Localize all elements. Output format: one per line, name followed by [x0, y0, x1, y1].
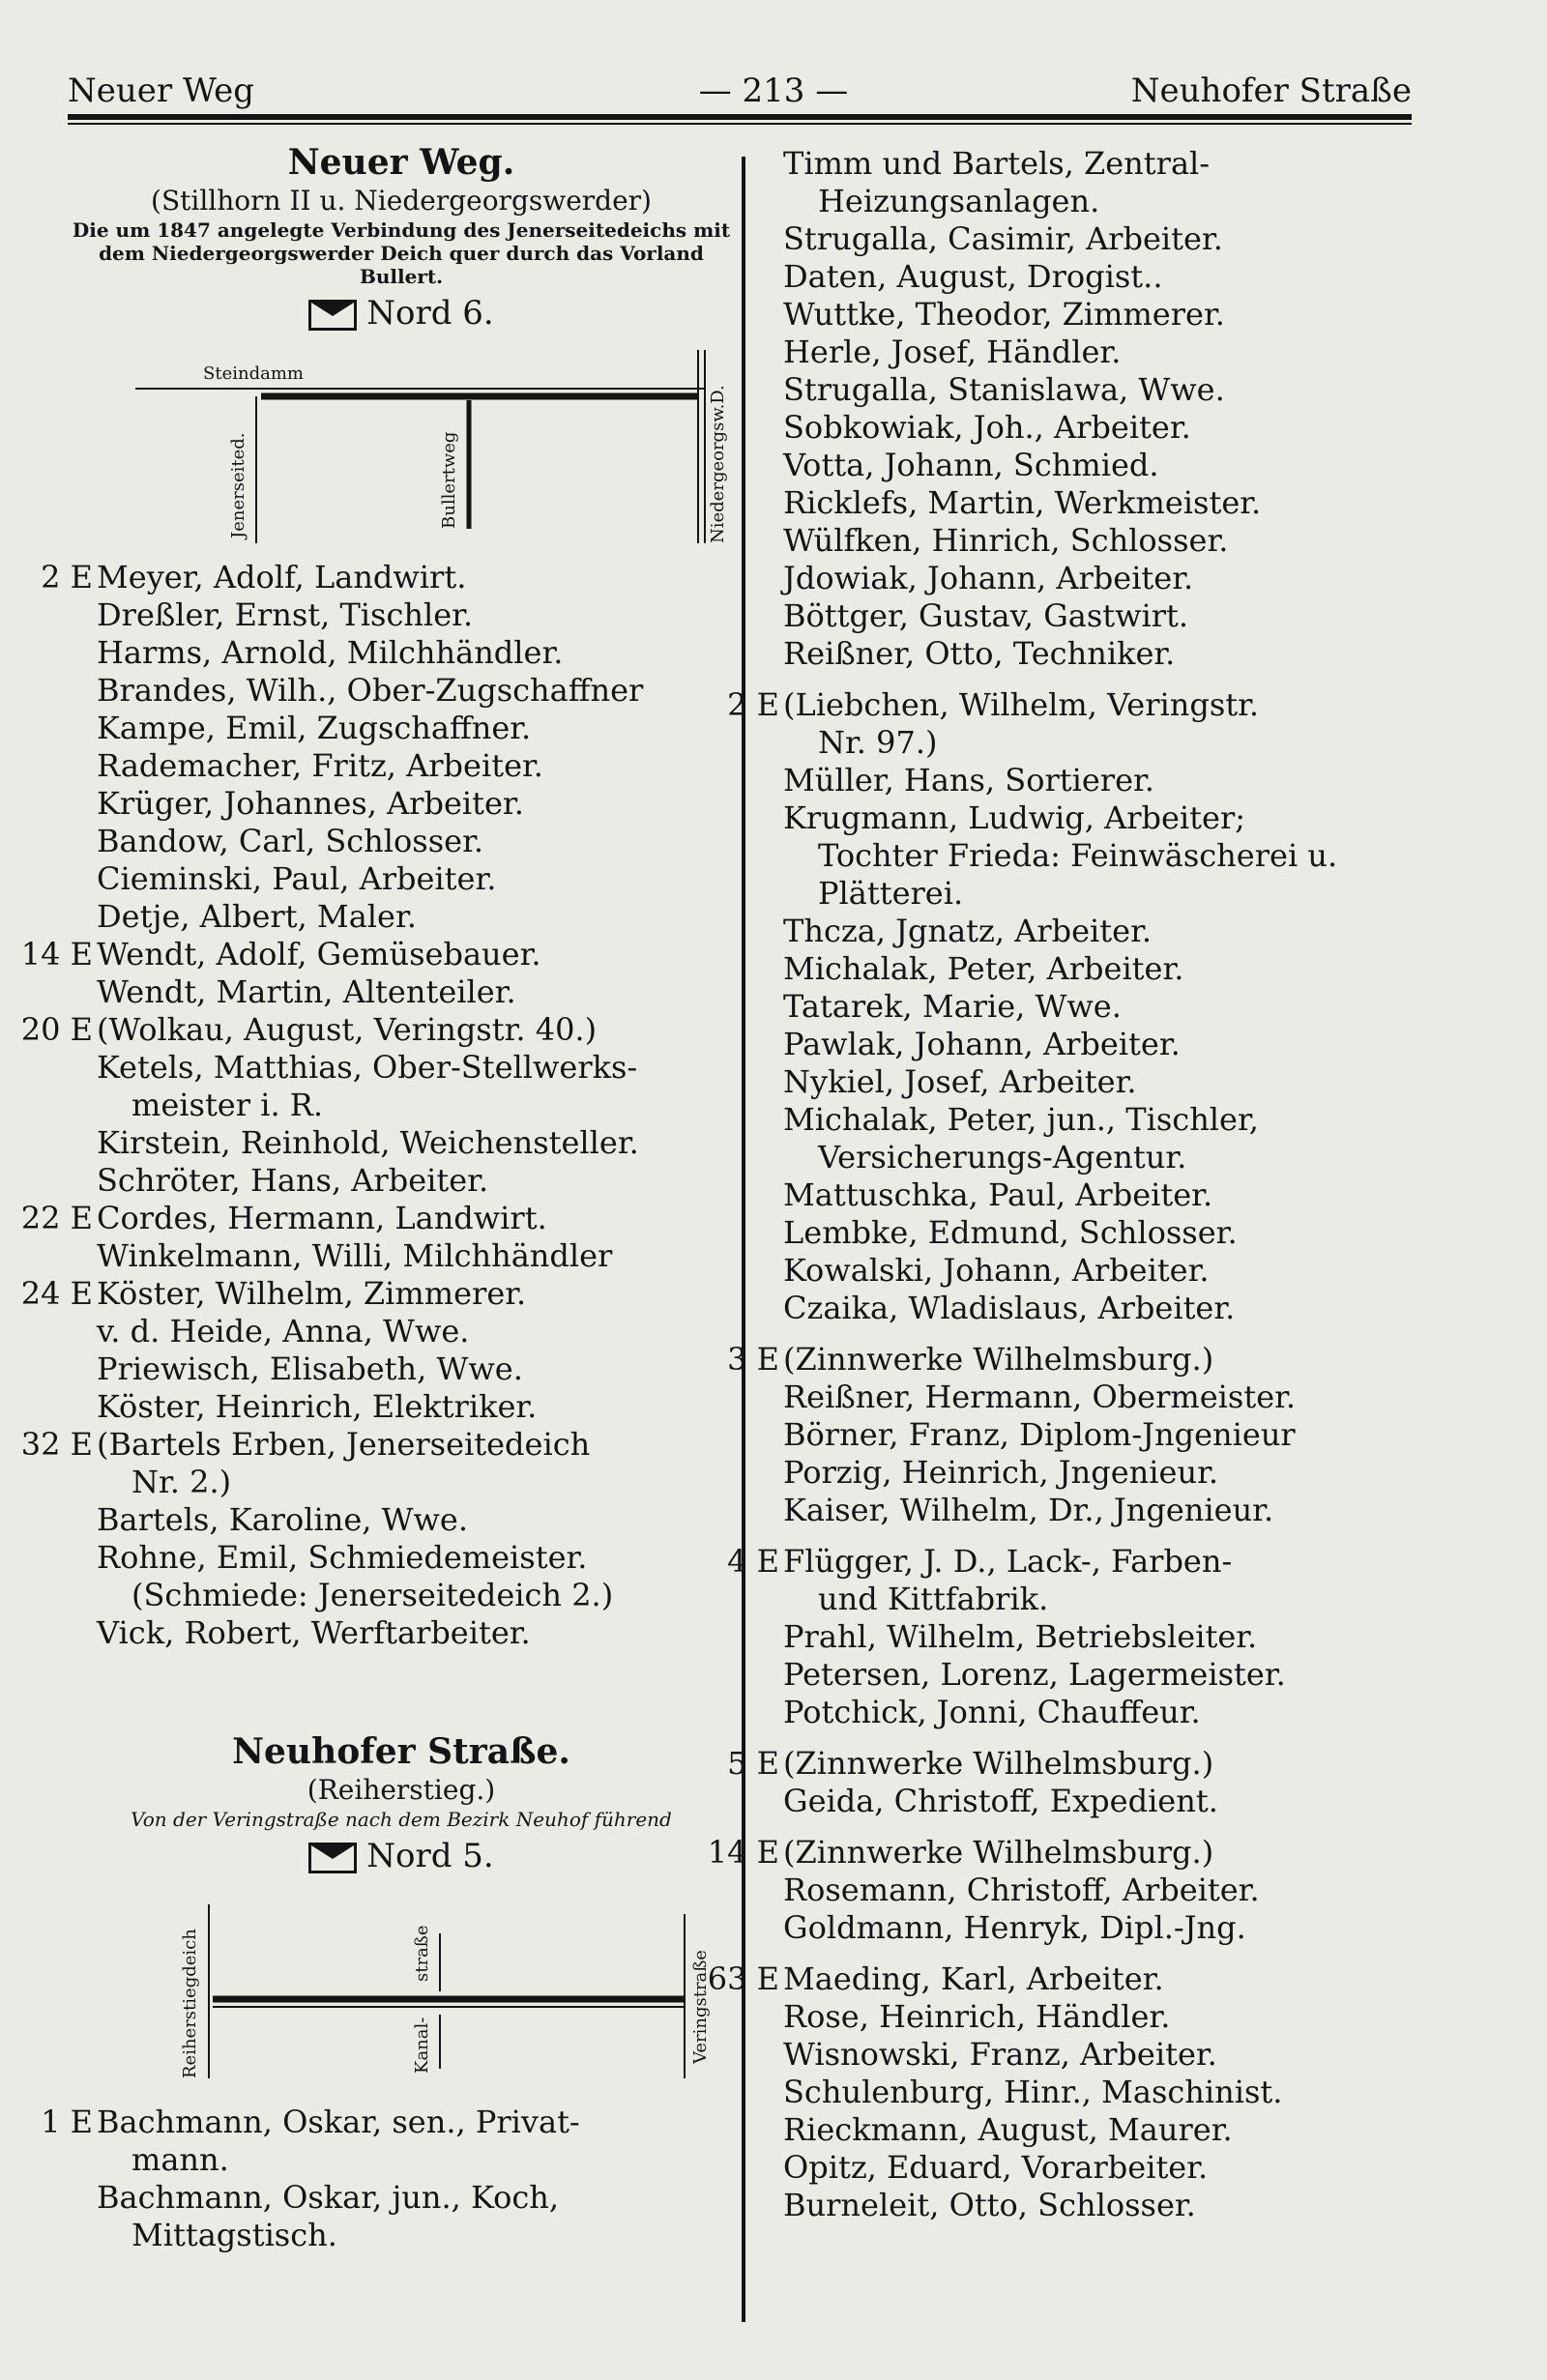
entry-line: Wuttke, Theodor, Zimmerer.	[783, 296, 1225, 333]
entry-line: Köster, Heinrich, Elektriker.	[97, 1388, 538, 1425]
house-number: 5 E	[727, 1745, 779, 1782]
directory-entry	[754, 1416, 1450, 1454]
house-number: 2 E	[41, 559, 93, 595]
entry-gap	[754, 1820, 1450, 1834]
entry-line: Rademacher, Fritz, Arbeiter.	[97, 747, 543, 784]
directory-entry	[754, 371, 1450, 409]
directory-entry	[754, 1909, 1450, 1947]
directory-entry	[754, 220, 1450, 258]
entry-line: Thcza, Jgnatz, Arbeiter.	[783, 913, 1153, 949]
directory-entry	[41, 559, 735, 596]
directory-entry	[41, 2104, 735, 2179]
entry-line: Rieckmann, August, Maurer.	[783, 2111, 1233, 2148]
entry-gap	[754, 1731, 1450, 1745]
house-number: 24 E	[20, 1275, 93, 1312]
entry-line: Krugmann, Ludwig, Arbeiter;	[783, 799, 1246, 836]
entry-line: Geida, Christoff, Expedient.	[783, 1783, 1218, 1819]
page-header	[0, 0, 1547, 126]
entry-line: (Zinnwerke Wilhelmsburg.)	[783, 1745, 1214, 1782]
left-entries	[20, 559, 735, 1652]
entry-line: Czaika, Wladislaus, Arbeiter.	[783, 1290, 1236, 1326]
entry-line: Vick, Robert, Werftarbeiter.	[97, 1614, 531, 1651]
entry-continuation: Heizungsanlagen.	[818, 183, 1100, 219]
directory-entry	[754, 988, 1450, 1026]
directory-entry	[754, 1026, 1450, 1063]
section2-subtitle: (Reiherstieg.)	[306, 1774, 496, 1806]
left-entries-2	[41, 2104, 735, 2254]
directory-entry	[20, 1200, 735, 1237]
entry-line: Michalak, Peter, Arbeiter.	[783, 950, 1184, 987]
entry-line: Kampe, Emil, Zugschaffner.	[97, 710, 532, 746]
directory-entry	[68, 1124, 735, 1162]
entry-line: Michalak, Peter, jun., Tischler,	[783, 1101, 1259, 1138]
directory-entry	[754, 635, 1450, 673]
entry-line: Sobkowiak, Joh., Arbeiter.	[783, 409, 1191, 446]
entry-line: Ricklefs, Martin, Werkmeister.	[783, 484, 1262, 521]
entry-line: Meyer, Adolf, Landwirt.	[97, 559, 467, 595]
map2-label-v3: Veringstraße	[690, 1950, 711, 2064]
directory-entry	[68, 785, 735, 823]
entry-line: Kowalski, Johann, Arbeiter.	[783, 1252, 1210, 1289]
entry-line: Opitz, Eduard, Vorarbeiter.	[783, 2149, 1209, 2186]
directory-entry	[20, 1426, 735, 1501]
house-number: 2 E	[727, 686, 779, 723]
entry-line: Rose, Heinrich, Händler.	[783, 1998, 1171, 2035]
entry-line: Mattuschka, Paul, Arbeiter.	[783, 1176, 1213, 1213]
map-label-v1: Jenerseited.	[228, 432, 248, 538]
entry-line: Ketels, Matthias, Ober-Stellwerks-	[97, 1049, 638, 1086]
directory-entry	[68, 1388, 735, 1426]
section2-title: Neuhofer Straße.	[232, 1731, 570, 1772]
entry-line: Burneleit, Otto, Schlosser.	[783, 2187, 1196, 2223]
house-number: 14 E	[20, 936, 93, 972]
directory-entry	[754, 1252, 1450, 1290]
entry-line: Bartels, Karoline, Wwe.	[97, 1501, 468, 1538]
directory-entry	[754, 1379, 1450, 1416]
directory-entry	[68, 1162, 735, 1200]
directory-entry	[20, 1275, 735, 1313]
entry-line: Kaiser, Wilhelm, Dr., Jngenieur.	[783, 1492, 1274, 1528]
entry-line: Krüger, Johannes, Arbeiter.	[97, 785, 524, 822]
postal-label: Nord 6.	[366, 294, 494, 333]
street-map-neuhofer-strasse	[174, 1895, 715, 2088]
entry-line: Potchick, Jonni, Chauffeur.	[783, 1694, 1201, 1730]
house-number: 32 E	[20, 1426, 93, 1463]
section2-description: Von der Veringstraße nach dem Bezirk Neuhof führend	[131, 1808, 672, 1831]
directory-entry	[754, 597, 1450, 635]
directory-entry	[754, 1214, 1450, 1252]
entry-continuation: Tochter Frieda: Feinwäscherei u.	[818, 837, 1338, 874]
entry-line: Nykiel, Josef, Arbeiter.	[783, 1063, 1137, 1100]
directory-entry	[754, 1063, 1450, 1101]
entry-line: Köster, Wilhelm, Zimmerer.	[97, 1275, 527, 1312]
directory-entry	[68, 860, 735, 898]
entry-line: Schulenburg, Hinr., Maschinist.	[783, 2074, 1283, 2110]
entry-line: Reißner, Otto, Techniker.	[783, 635, 1176, 672]
entry-continuation: meister i. R.	[131, 1087, 324, 1123]
directory-entry	[754, 2074, 1450, 2111]
directory-entry	[754, 1454, 1450, 1492]
map2-label-v2a: straße	[412, 1925, 432, 1982]
directory-entry	[754, 560, 1450, 597]
directory-entry	[707, 1834, 1450, 1872]
entry-line: Goldmann, Henryk, Dipl.-Jng.	[783, 1909, 1246, 1946]
directory-entry	[20, 936, 735, 973]
directory-entry	[754, 522, 1450, 560]
directory-entry	[754, 1176, 1450, 1214]
entry-line: Wülfken, Hinrich, Schlosser.	[783, 522, 1229, 559]
map2-label-v1: Reiherstiegdeich	[180, 1929, 200, 2078]
entry-line: Wendt, Adolf, Gemüsebauer.	[97, 936, 541, 972]
entry-line: Rosemann, Christoff, Arbeiter.	[783, 1872, 1260, 1908]
directory-entry	[707, 1960, 1450, 1998]
entry-line: Müller, Hans, Sortierer.	[783, 762, 1154, 798]
directory-entry	[68, 2179, 735, 2254]
directory-entry	[68, 634, 735, 672]
directory-entry	[754, 950, 1450, 988]
house-number: 4 E	[727, 1543, 779, 1580]
directory-entry	[68, 672, 735, 710]
section-neuhofer-strasse	[68, 1730, 735, 1877]
entry-line: Prahl, Wilhelm, Betriebsleiter.	[783, 1618, 1258, 1655]
directory-entry	[727, 1745, 1450, 1783]
directory-entry	[754, 2149, 1450, 2187]
entry-gap	[754, 1947, 1450, 1960]
map-label-steindamm: Steindamm	[203, 363, 304, 384]
entry-line: Porzig, Heinrich, Jngenieur.	[783, 1454, 1219, 1491]
header-right: Neuhofer Straße	[1130, 72, 1412, 110]
section-description: Die um 1847 angelegte Verbindung des Jenerseitedeichs mit dem Niedergeorgswerder Deich quer durch das Vorland Bullert.	[72, 218, 731, 288]
entry-line: Jdowiak, Johann, Arbeiter.	[783, 560, 1194, 596]
entry-gap	[754, 673, 1450, 686]
entry-line: Maeding, Karl, Arbeiter.	[783, 1960, 1164, 1997]
entry-line: Wisnowski, Franz, Arbeiter.	[783, 2036, 1217, 2073]
directory-entry	[727, 1341, 1450, 1379]
entry-line: Winkelmann, Willi, Milchhändler	[97, 1237, 613, 1274]
directory-entry	[68, 1614, 735, 1652]
directory-entry	[754, 447, 1450, 484]
map-label-v3: Niedergeorgsw.D.	[708, 385, 728, 543]
entry-line: Detje, Albert, Maler.	[97, 898, 417, 935]
directory-entry	[754, 2111, 1450, 2149]
header-rule-thin	[68, 123, 1412, 125]
entry-continuation: und Kittfabrik.	[818, 1581, 1049, 1617]
entry-line: Böttger, Gustav, Gastwirt.	[783, 597, 1189, 634]
envelope-icon	[308, 300, 357, 331]
entry-line: Herle, Josef, Händler.	[783, 334, 1122, 370]
house-number: 20 E	[20, 1011, 93, 1048]
directory-entry	[68, 1350, 735, 1388]
entry-line: Harms, Arnold, Milchhändler.	[97, 634, 564, 671]
house-number: 63 E	[707, 1960, 779, 1997]
entry-line: (Zinnwerke Wilhelmsburg.)	[783, 1341, 1214, 1378]
header-left: Neuer Weg	[68, 72, 255, 110]
entry-line: Dreßler, Ernst, Tischler.	[97, 596, 474, 633]
directory-entry	[68, 747, 735, 785]
entry-line: (Bartels Erben, Jenerseitedeich	[97, 1426, 591, 1463]
directory-entry	[754, 145, 1450, 220]
entry-continuation: Nr. 2.)	[131, 1464, 232, 1500]
entry-line: Tatarek, Marie, Wwe.	[783, 988, 1122, 1025]
entry-gap	[754, 1327, 1450, 1341]
house-number: 1 E	[41, 2104, 93, 2140]
entry-line: Kirstein, Reinhold, Weichensteller.	[97, 1124, 639, 1161]
entry-continuation: Versicherungs-Agentur.	[818, 1139, 1187, 1175]
page-number: — 213 —	[698, 72, 849, 110]
directory-entry	[754, 334, 1450, 371]
directory-entry	[754, 913, 1450, 950]
directory-entry	[754, 2187, 1450, 2224]
directory-entry	[68, 973, 735, 1011]
entry-line: Schröter, Hans, Arbeiter.	[97, 1162, 489, 1199]
entry-line: v. d. Heide, Anna, Wwe.	[97, 1313, 470, 1350]
entry-line: Strugalla, Stanislawa, Wwe.	[783, 371, 1225, 408]
directory-entry	[754, 296, 1450, 334]
directory-entry	[68, 898, 735, 936]
entry-continuation: (Schmiede: Jenerseitedeich 2.)	[131, 1577, 614, 1613]
section-title: Neuer Weg.	[287, 142, 515, 183]
directory-entry	[68, 1501, 735, 1539]
entry-line: (Wolkau, August, Veringstr. 40.)	[97, 1011, 598, 1048]
entry-continuation: Mittagstisch.	[131, 2217, 337, 2253]
directory-entry	[727, 686, 1450, 762]
entry-line: Wendt, Martin, Altenteiler.	[97, 973, 516, 1010]
entry-line: (Liebchen, Wilhelm, Veringstr.	[783, 686, 1260, 723]
directory-entry	[754, 1101, 1450, 1176]
entry-line: (Zinnwerke Wilhelmsburg.)	[783, 1834, 1214, 1871]
directory-entry	[754, 2036, 1450, 2074]
section-neuer-weg	[68, 141, 735, 334]
postal-district	[68, 292, 735, 334]
directory-entry	[68, 596, 735, 634]
entry-line: Votta, Johann, Schmied.	[783, 447, 1159, 483]
house-number: 14 E	[707, 1834, 779, 1871]
directory-entry	[754, 1783, 1450, 1820]
directory-entry	[754, 1618, 1450, 1656]
entry-line: Börner, Franz, Diplom-Jngenieur	[783, 1416, 1296, 1453]
directory-entry	[754, 258, 1450, 296]
entry-line: Cordes, Hermann, Landwirt.	[97, 1200, 547, 1236]
map-label-v2: Bullertweg	[439, 431, 459, 529]
entry-line: Timm und Bartels, Zentral-	[783, 145, 1211, 182]
street-map-neuer-weg	[135, 350, 728, 553]
entry-line: Daten, August, Drogist..	[783, 258, 1163, 295]
entry-line: Bachmann, Oskar, sen., Privat-	[97, 2104, 580, 2140]
directory-entry	[754, 484, 1450, 522]
entry-gap	[754, 1529, 1450, 1543]
directory-entry	[68, 1539, 735, 1614]
map2-label-v2b: Kanal-	[412, 2017, 432, 2074]
directory-entry	[68, 710, 735, 747]
entry-line: Brandes, Wilh., Ober-Zugschaffner	[97, 672, 644, 709]
section-subtitle: (Stillhorn II u. Niedergeorgswerder)	[151, 185, 652, 217]
directory-entry	[68, 823, 735, 860]
entry-line: Reißner, Hermann, Obermeister.	[783, 1379, 1297, 1415]
postal-district-2	[68, 1835, 735, 1877]
entry-line: Cieminski, Paul, Arbeiter.	[97, 860, 497, 897]
directory-entry	[754, 1656, 1450, 1694]
postal-label-2: Nord 5.	[366, 1837, 494, 1875]
entry-line: Bandow, Carl, Schlosser.	[97, 823, 484, 859]
directory-entry	[20, 1011, 735, 1049]
entry-line: Pawlak, Johann, Arbeiter.	[783, 1026, 1181, 1062]
directory-entry	[754, 1290, 1450, 1327]
entry-continuation: Plätterei.	[818, 875, 964, 912]
header-rule	[68, 114, 1412, 120]
entry-line: Lembke, Edmund, Schlosser.	[783, 1214, 1238, 1251]
directory-entry	[754, 799, 1450, 913]
house-number: 22 E	[20, 1200, 93, 1236]
directory-entry	[68, 1049, 735, 1124]
directory-entry	[754, 409, 1450, 447]
directory-entry	[68, 1313, 735, 1350]
directory-entry	[754, 1694, 1450, 1731]
directory-entry	[68, 1237, 735, 1275]
entry-line: Strugalla, Casimir, Arbeiter.	[783, 220, 1223, 257]
directory-entry	[754, 1998, 1450, 2036]
envelope-icon	[308, 1843, 357, 1873]
entry-line: Flügger, J. D., Lack-, Farben-	[783, 1543, 1233, 1580]
directory-entry	[727, 1543, 1450, 1618]
entry-line: Bachmann, Oskar, jun., Koch,	[97, 2179, 560, 2216]
entry-line: Priewisch, Elisabeth, Wwe.	[97, 1350, 523, 1387]
house-number: 3 E	[727, 1341, 779, 1378]
directory-entry	[754, 1872, 1450, 1909]
directory-entry	[754, 1492, 1450, 1529]
entry-continuation: mann.	[131, 2141, 229, 2178]
entry-line: Petersen, Lorenz, Lagermeister.	[783, 1656, 1286, 1693]
entry-line: Rohne, Emil, Schmiedemeister.	[97, 1539, 588, 1576]
directory-entry	[754, 762, 1450, 799]
entry-continuation: Nr. 97.)	[818, 724, 938, 761]
